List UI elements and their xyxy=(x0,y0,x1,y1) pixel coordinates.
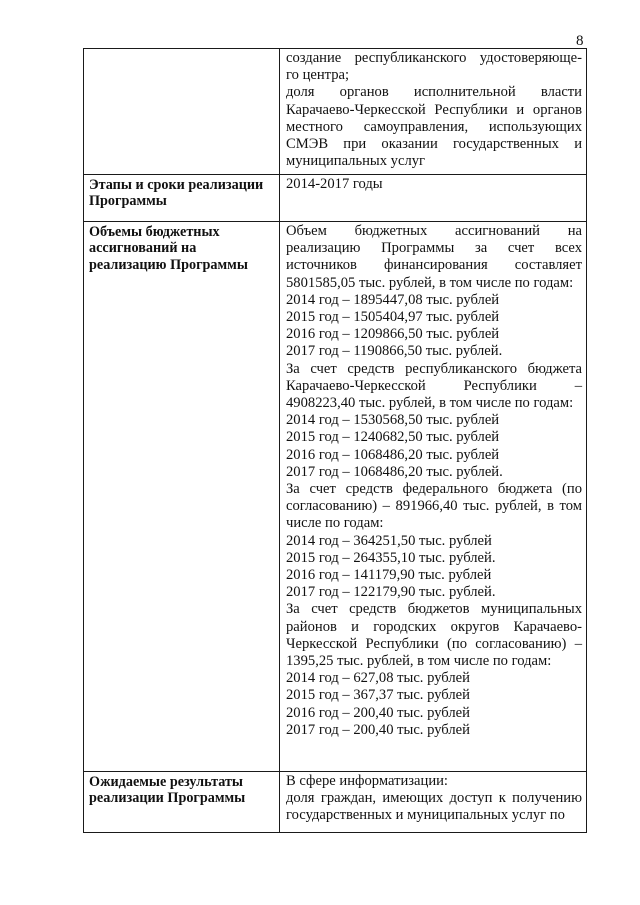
row-content xyxy=(280,222,586,739)
row-content xyxy=(280,49,586,170)
table-row xyxy=(84,222,587,772)
text-paragraph: 2015 год – 1240682,50 тыс. рублей xyxy=(286,429,500,446)
row-label-cell xyxy=(84,175,280,222)
row-label-cell xyxy=(84,222,280,772)
text-paragraph: 2014-2017 годы xyxy=(286,176,383,192)
text-paragraph: 2016 год – 1209866,50 тыс. рублей xyxy=(286,326,500,343)
text-paragraph: За счет средств федерального бюджета (по согласованию) – 891966,40 тыс. рублей, в том числе по годам: xyxy=(286,481,582,532)
row-content-cell xyxy=(280,49,587,175)
text-paragraph: доля граждан, имеющих доступ к получению государственных и муниципальных услуг по xyxy=(286,790,582,824)
page-number: 8 xyxy=(576,33,584,49)
program-passport-table xyxy=(83,48,587,833)
text-paragraph: 2017 год – 1190866,50 тыс. рублей. xyxy=(286,343,503,360)
row-label: Ожидаемые результаты реализации Программы xyxy=(89,774,246,807)
table-row xyxy=(84,175,587,222)
row-label-cell xyxy=(84,49,280,175)
text-paragraph: В сфере информатизации: xyxy=(286,773,448,789)
text-paragraph: 2015 год – 264355,10 тыс. рублей. xyxy=(286,549,496,566)
row-label-cell xyxy=(84,772,280,833)
table-row xyxy=(84,49,587,175)
row-label: Объемы бюджетных ассигнований на реализацию Программы xyxy=(89,224,248,273)
row-label xyxy=(84,49,279,51)
row-content-cell xyxy=(280,222,587,772)
table-row xyxy=(84,772,587,833)
text-paragraph: 2016 год – 200,40 тыс. рублей xyxy=(286,704,470,721)
text-paragraph: доля органов исполнительной власти Карачаево-Черкесской Республики и органов местного самоуправления, использующих СМЭВ при оказании государственных и муниципальных услуг xyxy=(286,84,582,170)
text-paragraph: Объем бюджетных ассигнований на реализацию Программы за счет всех источников финансирования составляет 5801585,05 тыс. рублей, в том числе по годам: xyxy=(286,223,582,291)
text-paragraph: За счет средств бюджетов муниципальных районов и городских округов Карачаево-Черкесской Республики (по согласованию) – 1395,25 тыс. рублей, в том числе по годам: xyxy=(286,601,582,670)
text-paragraph: создание республиканского удостоверяюще- xyxy=(286,50,582,66)
text-paragraph: 2016 год – 141179,90 тыс. рублей xyxy=(286,567,492,584)
row-content-cell xyxy=(280,772,587,833)
text-paragraph: 2017 год – 1068486,20 тыс. рублей. xyxy=(286,463,503,480)
text-paragraph: 2017 год – 122179,90 тыс. рублей. xyxy=(286,584,496,601)
text-paragraph: 2014 год – 1895447,08 тыс. рублей xyxy=(286,291,500,308)
text-paragraph: 2014 год – 1530568,50 тыс. рублей xyxy=(286,412,500,429)
text-paragraph: го центра; xyxy=(286,67,350,84)
row-content xyxy=(280,772,586,825)
row-content-cell xyxy=(280,175,587,222)
text-paragraph: 2015 год – 367,37 тыс. рублей xyxy=(286,687,470,704)
text-paragraph: 2014 год – 627,08 тыс. рублей xyxy=(286,670,470,687)
text-paragraph: За счет средств республиканского бюджета Карачаево-Черкесской Республики – 4908223,40 тыс. рублей, в том числе по годам: xyxy=(286,360,582,412)
text-paragraph: 2015 год – 1505404,97 тыс. рублей xyxy=(286,309,500,326)
text-paragraph: 2014 год – 364251,50 тыс. рублей xyxy=(286,532,492,549)
text-paragraph: 2016 год – 1068486,20 тыс. рублей xyxy=(286,446,500,463)
text-paragraph: 2017 год – 200,40 тыс. рублей xyxy=(286,721,470,738)
row-content xyxy=(280,175,586,193)
row-label: Этапы и сроки реализации Программы xyxy=(89,177,264,210)
